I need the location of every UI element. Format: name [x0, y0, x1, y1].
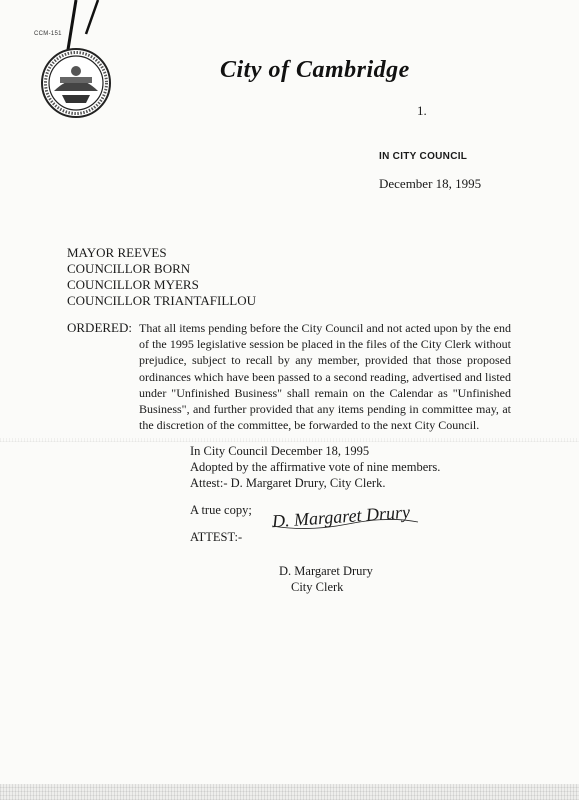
- scan-noise-bottom: [0, 784, 579, 800]
- handwritten-signature: [268, 500, 428, 536]
- attest-label: ATTEST:-: [190, 530, 243, 544]
- sponsor-item: COUNCILLOR MYERS: [67, 277, 199, 292]
- signer-block: [279, 563, 373, 595]
- signer-name: D. Margaret Drury: [279, 564, 373, 578]
- city-letterhead: City of Cambridge: [220, 57, 410, 83]
- sponsor-item: COUNCILLOR TRIANTAFILLOU: [67, 293, 257, 308]
- sponsor-list: [67, 245, 256, 309]
- scan-noise-mid: [0, 438, 579, 442]
- sponsor-item: COUNCILLOR BORN: [67, 261, 191, 276]
- meeting-date: December 18, 1995: [379, 176, 482, 191]
- page-number: 1.: [417, 103, 427, 118]
- order-text: That all items pending before the City Council and not acted upon by the end of the 1995 legislative session be placed in the files of the City Clerk without prejudice, subject to recall by any member, provided that those proposed ordinances which have been passed to a second reading, advertised and listed under "Unfinished Business" shall remain on the Calendar as "Unfinished Business", and further provided that any items pending in committee may, at the discretion of the committee, be forwarded to the next City Council.: [139, 321, 511, 433]
- true-copy-label: A true copy;: [190, 503, 252, 517]
- adoption-line: Adopted by the affirmative vote of nine members.: [190, 460, 441, 474]
- sponsor-item: MAYOR REEVES: [67, 245, 167, 260]
- document-code: CCM-151: [34, 31, 62, 37]
- adoption-line: Attest:- D. Margaret Drury, City Clerk.: [190, 476, 386, 490]
- council-label: IN CITY COUNCIL: [379, 151, 468, 162]
- city-seal-icon: [40, 47, 112, 119]
- signer-title: City Clerk: [291, 580, 344, 594]
- svg-text:D. Margaret Drury: D. Margaret Drury: [271, 501, 411, 532]
- adoption-line: In City Council December 18, 1995: [190, 444, 370, 458]
- adoption-block: [190, 443, 440, 491]
- ordered-label: ORDERED:: [67, 320, 132, 335]
